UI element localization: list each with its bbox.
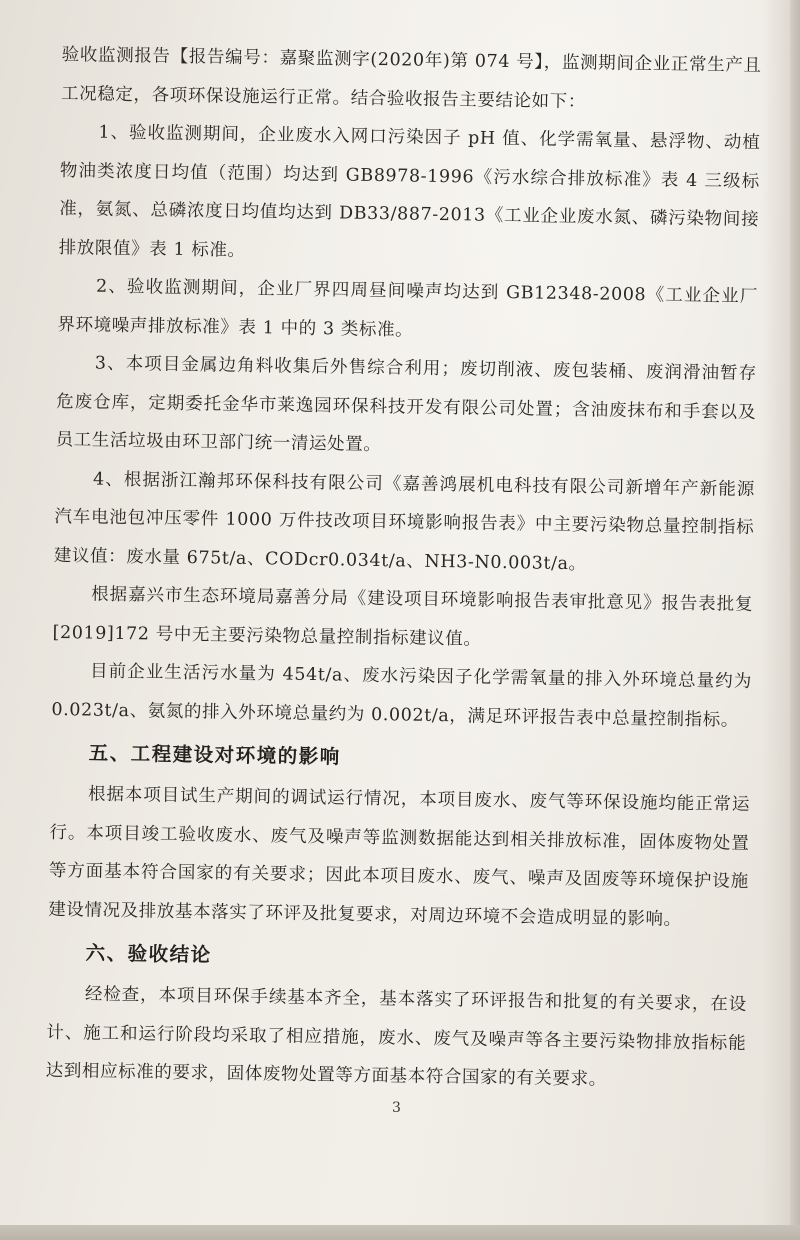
paragraph-conclusion-4: 4、根据浙江瀚邦环保科技有限公司《嘉善鸿展机电科技有限公司新增年产新能源汽车电池包冲压零件 1000 万件技改项目环境影响报告表》中主要污染物总量控制指标建议值：废水量 675t/a、CODcr0.034t/a、NH3-N0.003t/a。 <box>53 469 756 574</box>
paragraph-acceptance-conclusion: 经检查，本项目环保手续基本齐全，基本落实了环评报告和批复的有关要求，在设计、施工和运行阶段均采取了相应措施，废水、废气及噪声等各主要污染物排放指标能达到相应标准的要求，固体废物处置等方面基本符合国家的有关要求。 <box>45 984 748 1090</box>
body-text <box>45 36 761 1101</box>
paragraph-conclusion-1: 1、验收监测期间，企业废水入网口污染因子 pH 值、化学需氧量、悬浮物、动植物油类浓度日均值（范围）均达到 GB8978-1996《污水综合排放标准》表 4 三级标准，氨氮、总磷浓度日均值均达到 DB33/887-2013《工业企业废水氮、磷污染物间接排放限值》表 1 标准。 <box>58 122 761 261</box>
paragraph-conclusion-2: 2、验收监测期间，企业厂界四周昼间噪声均达到 GB12348-2008《工业企业厂界环境噪声排放标准》表 1 中的 3 类标准。 <box>57 276 759 341</box>
paragraph-total-volume: 目前企业生活污水量为 454t/a、废水污染因子化学需氧量的排入外环境总量约为 0.023t/a、氨氮的排入外环境总量约为 0.002t/a，满足环评报告表中总量控制指标。 <box>51 661 753 731</box>
section-heading-acceptance-conclusion: 六、验收结论 <box>85 941 212 967</box>
section-heading-environmental-impact: 五、工程建设对环境的影响 <box>88 741 341 769</box>
paragraph-approval-note: 根据嘉兴市生态环境局嘉善分局《建设项目环境影响报告表审批意见》报告表批复[2019]172 号中无主要污染物总量控制指标建议值。 <box>52 584 754 650</box>
paragraph-environmental-impact: 根据本项目试生产期间的调试运行情况，本项目废水、废气等环保设施均能正常运行。本项目竣工验收废水、废气及噪声等监测数据能达到相关排放标准，固体废物处置等方面基本符合国家的有关要求；因此本项目废水、废气、噪声及固废等环境保护设施建设情况及排放基本落实了环评及批复要求，对周边环境不会造成明显的影响。 <box>48 784 751 930</box>
paragraph-report-intro: 验收监测报告【报告编号：嘉聚监测字(2020年)第 074 号】，监测期间企业正常生产且工况稳定，各项环保设施运行正常。结合验收报告主要结论如下： <box>60 44 762 112</box>
paragraph-conclusion-3: 3、本项目金属边角料收集后外售综合利用；废切削液、废包装桶、废润滑油暂存危废仓库，定期委托金华市莱逸园环保科技开发有限公司处置；含油废抹布和手套以及员工生活垃圾由环卫部门统一清运处置。 <box>55 353 757 456</box>
page-number: 3 <box>392 1100 401 1116</box>
background-edge-right <box>790 0 800 1240</box>
background-edge-bottom <box>0 1225 800 1240</box>
